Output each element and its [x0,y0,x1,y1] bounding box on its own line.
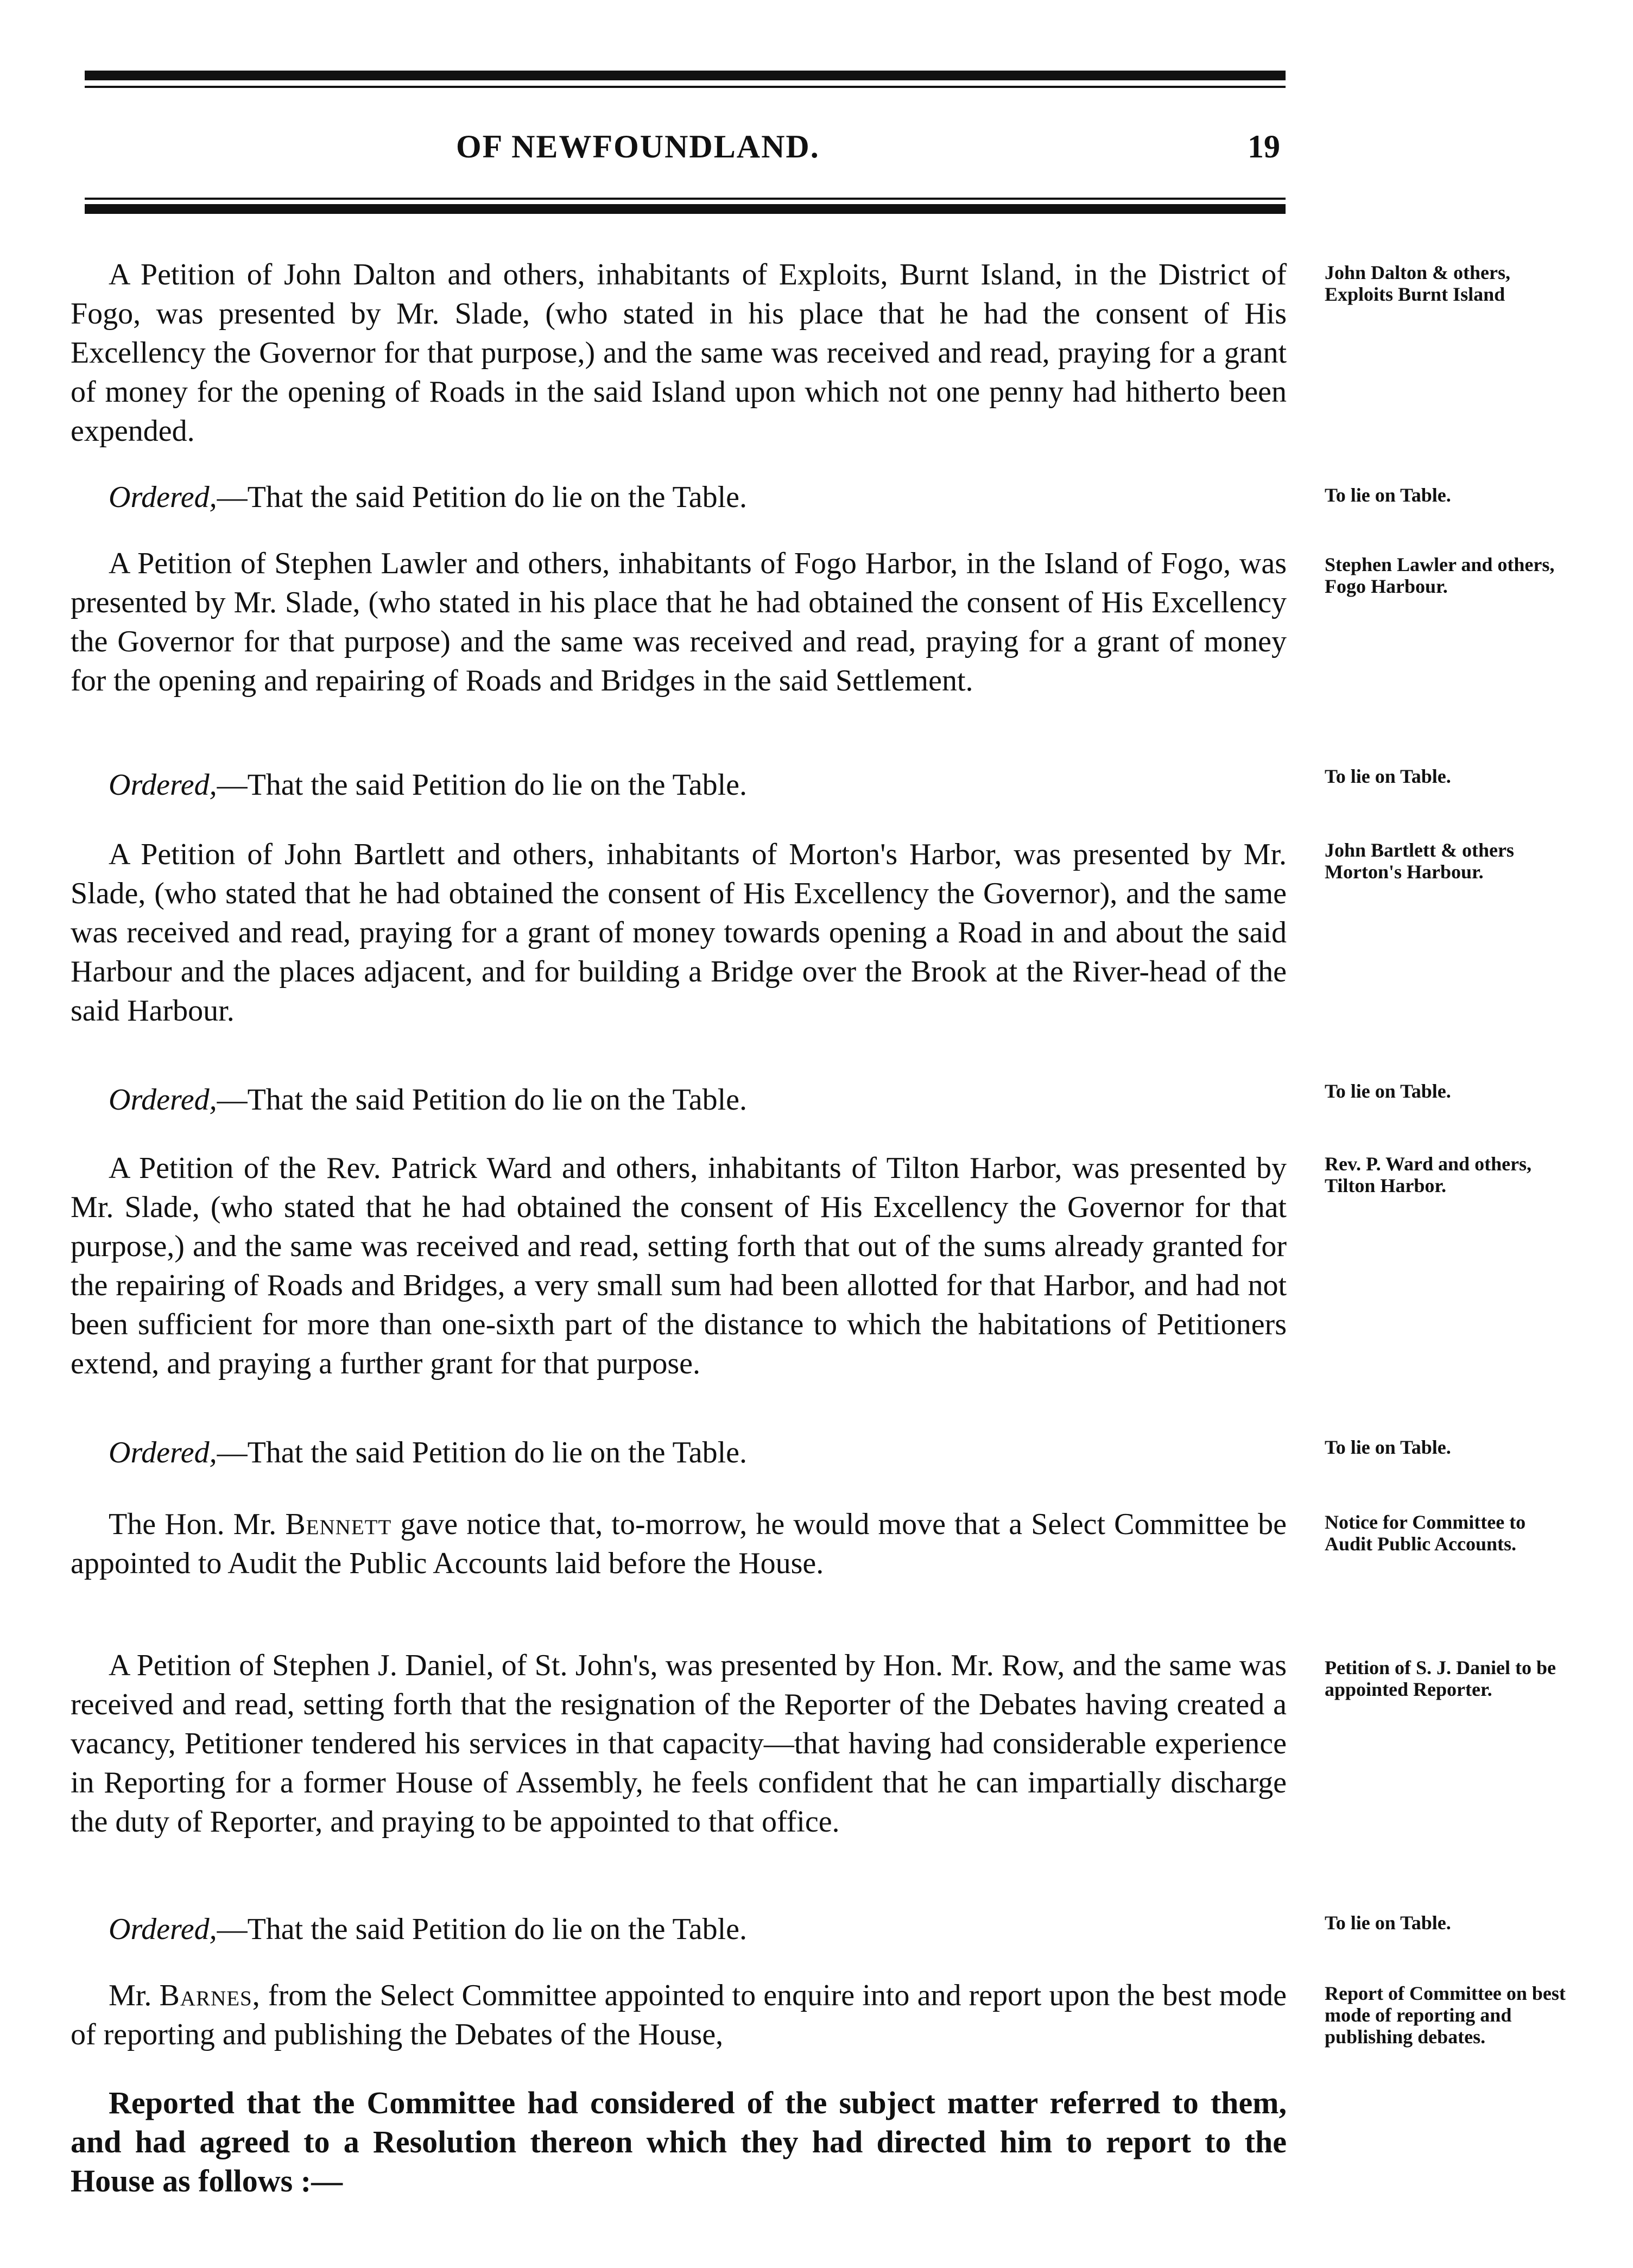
order-text: —That the said Petition do lie on the Table. [217,480,748,514]
margin-note-table-5: To lie on Table. [1325,1912,1451,1934]
barnes-text: from the Select Committee appointed to enquire into and report upon the best mode of reporting and publishing the Debates of the House, [71,1979,1287,2051]
notice-bennett [71,1505,1287,1583]
running-title: OF NEWFOUNDLAND. [456,129,820,164]
petition-daniel: A Petition of Stephen J. Daniel, of St. John's, was presented by Hon. Mr. Row, and the same was received and read, setting forth that the resignation of the Reporter of the Debates having created a vacancy, Petitioner tendered his services in that capacity—that having had considerable experience in Reporting for a former House of Assembly, he feels confident that he can impartially discharge the duty of Reporter, and praying to be appointed to that office. [71,1649,1287,1839]
order-3 [109,1080,1292,1119]
margin-note-table-3: To lie on Table. [1325,1080,1451,1102]
ordered-word: Ordered, [109,768,217,802]
header-rule-top-thick [85,71,1286,80]
order-1 [109,478,1292,517]
order-text: —That the said Petition do lie on the Table. [217,768,748,802]
committee-barnes [71,1976,1287,2054]
margin-note-ward: Rev. P. Ward and others, Tilton Harbor. [1325,1153,1532,1196]
margin-note-bartlett: John Bartlett & others Morton's Harbour. [1325,839,1514,883]
header-rule-bottom-thin [85,198,1286,200]
order-5 [109,1910,1292,1949]
committee-report: Reported that the Committee had considered of the subject matter referred to them, and had agreed to a Resolution thereon which they had directed him to report to the House as follows :— [71,2085,1287,2199]
order-2 [109,765,1292,804]
ordered-word: Ordered, [109,1083,217,1117]
margin-note-audit: Notice for Committee to Audit Public Accounts. [1325,1511,1526,1555]
page-number: 19 [1248,129,1280,164]
ordered-word: Ordered, [109,1912,217,1946]
order-text: —That the said Petition do lie on the Table. [217,1912,748,1946]
barnes-intro: Mr. [109,1979,152,2012]
order-text: —That the said Petition do lie on the Table. [217,1436,748,1469]
margin-note-table-1: To lie on Table. [1325,484,1451,506]
margin-note-daniel: Petition of S. J. Daniel to be appointed Reporter. [1325,1657,1556,1700]
ordered-word: Ordered, [109,1436,217,1469]
margin-note-report: Report of Committee on best mode of reporting and publishing debates. [1325,1982,1566,2048]
notice-text: gave notice that, to-morrow, he would move that a Select Committee be appointed to Audit the Public Accounts laid before the House. [71,1507,1287,1580]
header-rule-bottom-thick [85,204,1286,214]
member-name-barnes: Barnes, [159,1979,261,2012]
order-4 [109,1433,1292,1472]
margin-note-table-2: To lie on Table. [1325,765,1451,787]
header-rule-top-thin [85,86,1286,88]
order-text: —That the said Petition do lie on the Table. [217,1083,748,1117]
margin-note-table-4: To lie on Table. [1325,1436,1451,1458]
margin-note-dalton: John Dalton & others, Exploits Burnt Island [1325,262,1511,305]
petition-dalton: A Petition of John Dalton and others, inhabitants of Exploits, Burnt Island, in the District of Fogo, was presented by Mr. Slade, (who stated in his place that he had the consent of His Excellency the Governor for that purpose,) and the same was received and read, praying for a grant of money for the opening of Roads in the said Island upon which not one penny had hitherto been expended. [71,258,1287,448]
petition-ward: A Petition of the Rev. Patrick Ward and others, inhabitants of Tilton Harbor, was presented by Mr. Slade, (who stated that he had obtained the consent of His Excellency the Governor for that purpose,) and the same was received and read, setting forth that out of the sums already granted for the repairing of Roads and Bridges, a very small sum had been allotted for that Harbor, and had not been sufficient for more than one-sixth part of the distance to which the habitations of Petitioners extend, and praying a further grant for that purpose. [71,1151,1287,1380]
ordered-word: Ordered, [109,480,217,514]
notice-intro: The Hon. Mr. [109,1507,277,1541]
petition-bartlett: A Petition of John Bartlett and others, inhabitants of Morton's Harbor, was presented by Mr. Slade, (who stated that he had obtained the consent of His Excellency the Governor), and the same was received and read, praying for a grant of money towards opening a Road in and about the said Harbour and the places adjacent, and for building a Bridge over the Brook at the River-head of the said Harbour. [71,838,1287,1028]
margin-note-lawler: Stephen Lawler and others, Fogo Harbour. [1325,554,1555,597]
member-name-bennett: Bennett [285,1507,392,1541]
petition-lawler: A Petition of Stephen Lawler and others, inhabitants of Fogo Harbor, in the Island of Fogo, was presented by Mr. Slade, (who stated in his place that he had obtained the consent of His Excellency the Governor for that purpose) and the same was received and read, praying for a grant of money for the opening and repairing of Roads and Bridges in the said Settlement. [71,547,1287,698]
